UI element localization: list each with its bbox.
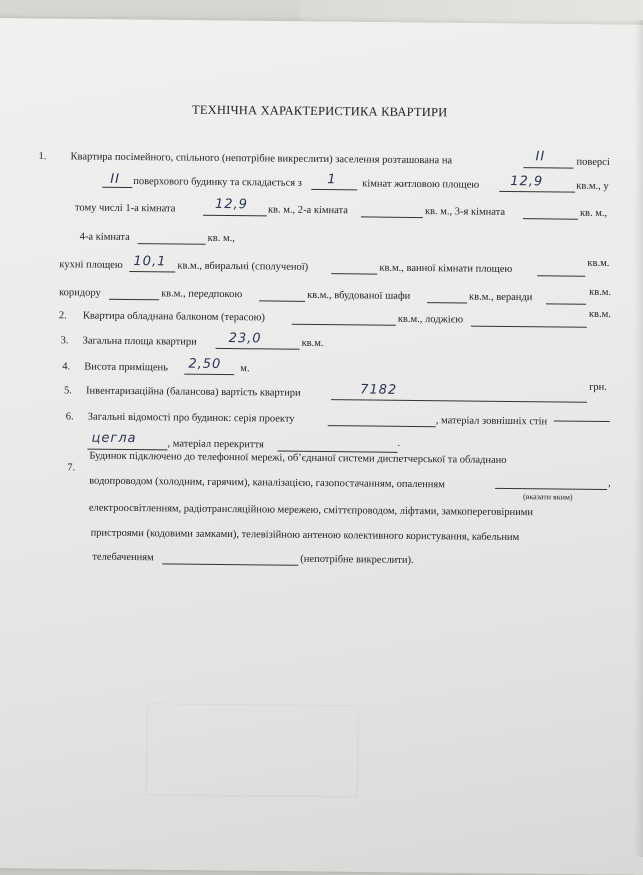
kitchen-value: 10,1 [133,254,167,270]
storeys-field-line [102,187,132,188]
item-6-walls: , матеріал зовнішніх стін [435,415,548,428]
room4-field-line [138,243,206,245]
heating-hint: (вказати яким) [522,492,573,502]
living-area-value: 12,9 [510,173,544,190]
project-series-field-line [328,425,436,427]
item-1-line-3c: кв. м., 3-я кімната [424,206,506,218]
item-7-line-1: Будинок підключено до телефонної мережі, об’єднаної системи диспетчерської та обладнано [89,450,507,466]
item-6-floors: , матеріал перекриття [167,438,264,451]
height-value: 2,50 [188,356,222,372]
item-1-line-2c: кв.м., у [576,180,609,193]
storeys-value: ІІ [110,171,121,187]
wall-material-value: цегла [91,430,137,447]
hallway-field-line [259,300,305,301]
height-field-line [184,374,234,376]
show-through-table [146,703,359,797]
room3-field-line [523,218,578,220]
kitchen-field-line [129,271,175,272]
balance-value: 7182 [360,382,398,398]
item-6-label: Загальні відомості про будинок: серія проекту [87,411,295,425]
total-area-field-line [216,348,300,350]
item-2-number: 2. [58,310,67,322]
item-4-number: 4. [62,361,71,373]
item-1-line-4a: 4-а кімната [79,231,130,243]
item-1-line-6b: кв.м., передпокою [161,288,243,301]
item-1-line-5d: кв.м. [587,257,610,270]
item-1-line-3d: кв. м., [579,207,608,219]
cable-tv-field-line [162,563,298,565]
item-2-label: Квартира обладнана балконом (терасою) [82,310,266,324]
item-4-label: Висота приміщень [84,361,168,374]
toilet-field-line [331,273,377,274]
item-1-line-4b: кв. м., [207,232,235,245]
total-area-value: 23,0 [228,331,262,347]
item-1-line-3b: кв. м., 2-а кімната [267,204,348,217]
item-7-line-3: електроосвітленням, радіотрансляційною мережею, сміттєпроводом, ліфтами, замкопереговірними [88,502,534,519]
living-area-field-line [499,191,575,193]
item-1-line-5c: кв.м., ванної кімнати площею [379,262,513,276]
corridor-field-line [109,299,159,301]
item-1-line-1: Квартира посімейного, спільного (непотрібне викреслити) заселення розташована на [70,151,453,167]
item-7-line-2-comma: , [608,478,611,490]
item-2-end: кв.м. [588,308,611,321]
room1-value: 12,9 [214,196,249,213]
value-field-line [331,399,587,403]
item-7-line-4: пристроями (кодовими замками), телевізійною антеною колективного користування, кабельним [90,527,520,544]
floor-value: ІІ [535,149,546,165]
item-3-label: Загальна площа квартири [82,335,197,348]
item-1-number: 1. [38,151,47,163]
item-5-number: 5. [64,385,73,397]
room2-field-line [361,216,423,218]
floor-field-line [523,167,573,169]
item-1-line-1-end: поверсі [576,156,610,169]
item-1-line-6d: кв.м., веранди [469,291,533,304]
item-1-line-3a: тому числі 1-а кімната [74,202,176,215]
closet-field-line [427,302,467,303]
balcony-field-line [292,324,396,326]
item-1-line-5a: кухні площею [59,259,123,271]
item-7-line-5a: телебаченням [92,551,154,564]
item-1-line-6e: кв.м. [589,286,612,299]
item-1-line-2b: кімнат житловою площею [362,178,480,191]
wall-material-field-line-1 [554,420,610,422]
item-4-unit: м. [240,363,250,375]
item-1-line-2a: поверхового будинку та складається з [133,176,302,189]
item-1-line-6c: кв.м., вбудованої шафи [307,289,411,302]
veranda-field-line [546,303,586,304]
rooms-field-line [311,189,357,190]
item-6-number: 6. [65,411,74,423]
document-title: ТЕХНІЧНА ХАРАКТЕРИСТИКА КВАРТИРИ [191,102,448,120]
bathroom-field-line [537,275,585,277]
rooms-value: 1 [327,172,337,188]
item-7-line-2: водопроводом (холодним, гарячим), каналізацією, газопостачанням, опаленням [89,475,445,491]
item-3-number: 3. [60,335,69,347]
item-7-line-5b: (непотрібне викреслити). [300,553,414,566]
loggia-field-line [471,326,587,328]
item-1-line-6a: коридору [59,287,101,299]
item-3-unit: кв.м. [301,337,324,350]
item-2-middle: кв.м., лоджією [397,313,464,326]
item-5-unit: грн. [589,381,608,394]
item-6-end: . [397,437,401,449]
item-5-label: Інвентаризаційна (балансова) вартість квартири [86,385,301,399]
item-7-number: 7. [67,462,76,474]
room1-field-line [203,215,267,217]
item-1-line-5b: кв.м., вбиральні (сполученої) [177,260,309,273]
